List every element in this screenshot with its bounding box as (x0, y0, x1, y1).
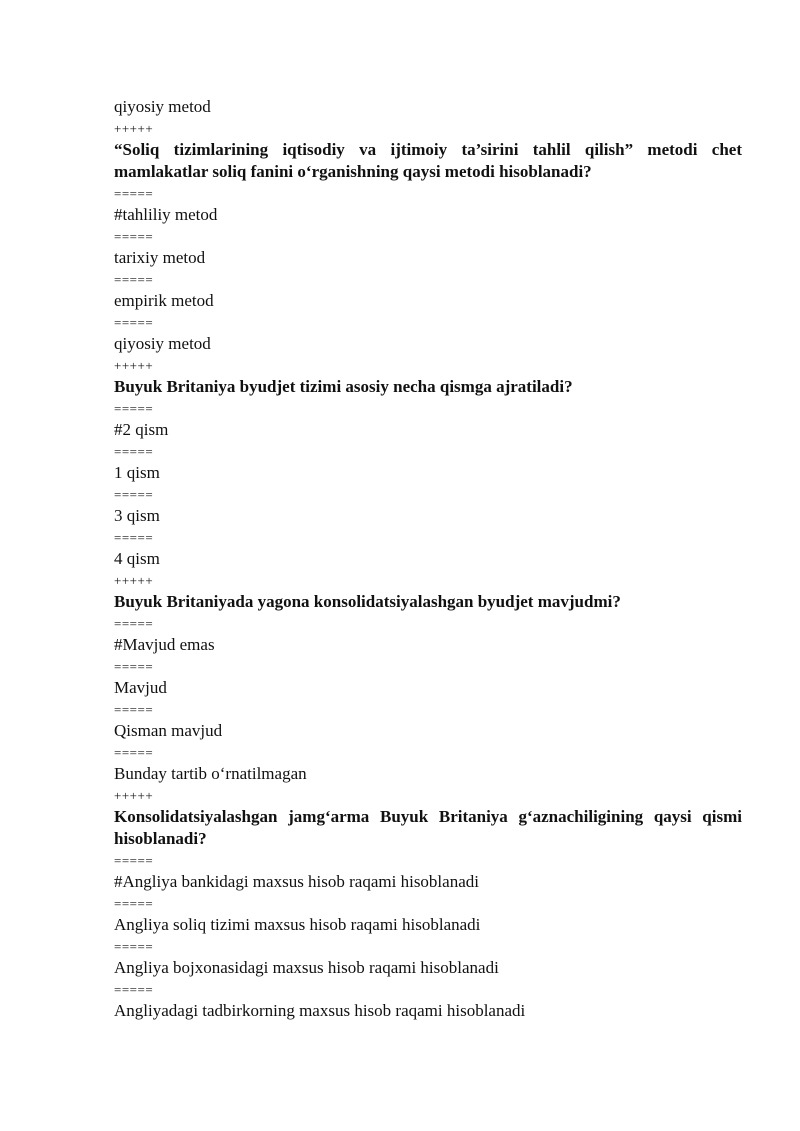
question-text: Buyuk Britaniya byudjet tizimi asosiy necha qismga ajratiladi? (114, 377, 573, 396)
question-text: “Soliq tizimlarining iqtisodiy va ijtimoiy ta’sirini tahlil qilish” metodi chet mamlakatlar soliq fanini o‘rganishning qaysi metodi hisoblanadi? (114, 140, 742, 181)
answer-option: 1 qism (114, 463, 160, 482)
answer-option: 3 qism (114, 506, 160, 525)
answer-option: Mavjud (114, 678, 167, 697)
answer-separator: ===== (114, 487, 154, 502)
question-text: Buyuk Britaniyada yagona konsolidatsiyalashgan byudjet mavjudmi? (114, 592, 621, 611)
question-separator: +++++ (114, 788, 154, 803)
question-text: Konsolidatsiyalashgan jamg‘arma Buyuk Britaniya g‘aznachiligining qaysi qismi hisoblanadi? (114, 807, 742, 848)
answer-option: Angliya soliq tizimi maxsus hisob raqami hisoblanadi (114, 915, 481, 934)
answer-separator: ===== (114, 939, 154, 954)
answer-separator: ===== (114, 229, 154, 244)
answer-separator: ===== (114, 444, 154, 459)
answer-option: qiyosiy metod (114, 334, 211, 353)
answer-separator: ===== (114, 530, 154, 545)
answer-option: qiyosiy metod (114, 97, 211, 116)
answer-separator: ===== (114, 853, 154, 868)
answer-separator: ===== (114, 702, 154, 717)
answer-option: 4 qism (114, 549, 160, 568)
answer-separator: ===== (114, 659, 154, 674)
answer-option: Angliya bojxonasidagi maxsus hisob raqami hisoblanadi (114, 958, 499, 977)
question-separator: +++++ (114, 358, 154, 373)
answer-option: #Angliya bankidagi maxsus hisob raqami hisoblanadi (114, 872, 479, 891)
answer-option: #2 qism (114, 420, 169, 439)
answer-separator: ===== (114, 315, 154, 330)
answer-option: empirik metod (114, 291, 214, 310)
answer-separator: ===== (114, 616, 154, 631)
answer-option: Qisman mavjud (114, 721, 223, 740)
answer-separator: ===== (114, 272, 154, 287)
answer-option: Bunday tartib o‘rnatilmagan (114, 764, 307, 783)
answer-separator: ===== (114, 745, 154, 760)
answer-option: #tahliliy metod (114, 205, 218, 224)
question-separator: +++++ (114, 121, 154, 136)
answer-separator: ===== (114, 896, 154, 911)
answer-separator: ===== (114, 186, 154, 201)
answer-option: tarixiy metod (114, 248, 206, 267)
answer-separator: ===== (114, 401, 154, 416)
answer-option: Angliyadagi tadbirkorning maxsus hisob raqami hisoblanadi (114, 1001, 526, 1020)
question-separator: +++++ (114, 573, 154, 588)
answer-option: #Mavjud emas (114, 635, 215, 654)
document-page (114, 96, 742, 1022)
answer-separator: ===== (114, 982, 154, 997)
